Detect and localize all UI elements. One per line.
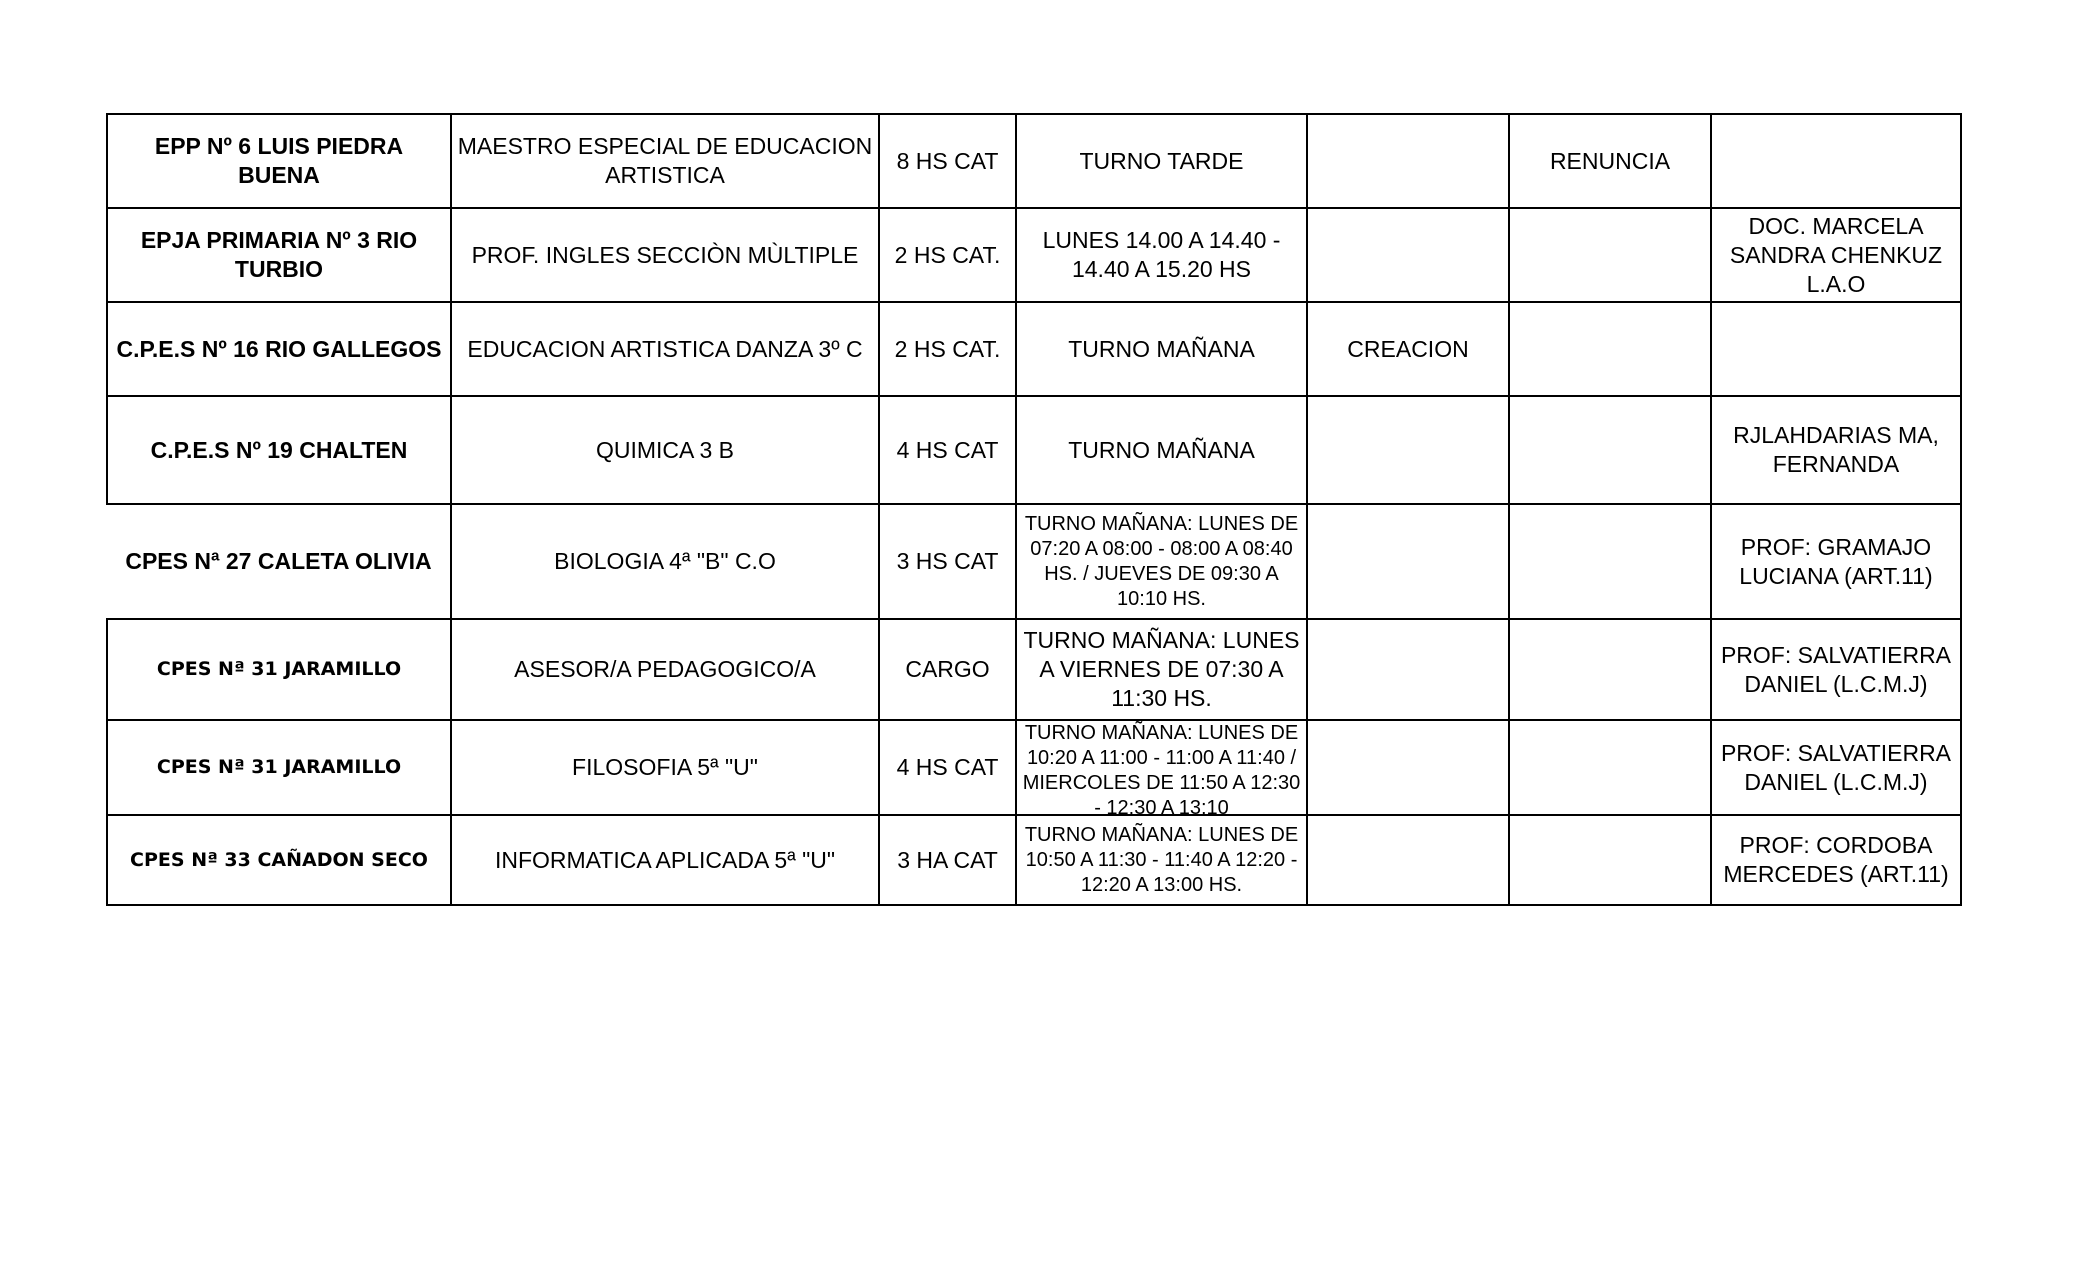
- hours-cell: 3 HS CAT: [879, 504, 1016, 619]
- reason-cell: [1307, 208, 1509, 302]
- schedule-cell: TURNO MAÑANA: LUNES A VIERNES DE 07:30 A 11:30 HS.: [1016, 619, 1307, 720]
- table-row: [107, 396, 1961, 504]
- schedule-text: TURNO MAÑANA: LUNES DE 10:20 A 11:00 - 11:00 A 11:40 / MIERCOLES DE 11:50 A 12:30 - 12:30 A 13:10: [1022, 722, 1301, 814]
- position-cell: INFORMATICA APLICADA 5ª "U": [451, 815, 879, 905]
- hours-cell: 2 HS CAT.: [879, 208, 1016, 302]
- school-cell: EPJA PRIMARIA Nº 3 RIO TURBIO: [107, 208, 451, 302]
- hours-cell: 4 HS CAT: [879, 396, 1016, 504]
- table-row: [107, 720, 1961, 815]
- status-cell: [1509, 619, 1711, 720]
- teacher-cell: [1711, 114, 1961, 208]
- status-cell: [1509, 504, 1711, 619]
- school-cell: C.P.E.S Nº 19 CHALTEN: [107, 396, 451, 504]
- position-cell: FILOSOFIA 5ª "U": [451, 720, 879, 815]
- status-cell: [1509, 720, 1711, 815]
- status-cell: RENUNCIA: [1509, 114, 1711, 208]
- hours-cell: 2 HS CAT.: [879, 302, 1016, 396]
- vacancies-table: [106, 113, 1962, 906]
- reason-cell: [1307, 619, 1509, 720]
- school-cell: CPES Nª 27 CALETA OLIVIA: [107, 504, 451, 619]
- table-row: [107, 208, 1961, 302]
- schedule-cell: TURNO MAÑANA: LUNES DE 10:50 A 11:30 - 11:40 A 12:20 - 12:20 A 13:00 HS.: [1016, 815, 1307, 905]
- position-cell: QUIMICA 3 B: [451, 396, 879, 504]
- school-cell: C.P.E.S Nº 16 RIO GALLEGOS: [107, 302, 451, 396]
- teacher-cell: PROF: SALVATIERRA DANIEL (L.C.M.J): [1711, 619, 1961, 720]
- status-cell: [1509, 208, 1711, 302]
- position-cell: ASESOR/A PEDAGOGICO/A: [451, 619, 879, 720]
- position-cell: BIOLOGIA 4ª "B" C.O: [451, 504, 879, 619]
- school-cell: CPES Nª 33 CAÑADON SECO: [107, 815, 451, 905]
- status-cell: [1509, 815, 1711, 905]
- reason-cell: [1307, 720, 1509, 815]
- teacher-cell: PROF: CORDOBA MERCEDES (ART.11): [1711, 815, 1961, 905]
- reason-cell: [1307, 396, 1509, 504]
- hours-cell: 3 HA CAT: [879, 815, 1016, 905]
- hours-cell: CARGO: [879, 619, 1016, 720]
- schedule-cell: LUNES 14.00 A 14.40 - 14.40 A 15.20 HS: [1016, 208, 1307, 302]
- reason-cell: [1307, 815, 1509, 905]
- hours-cell: 8 HS CAT: [879, 114, 1016, 208]
- school-cell: CPES Nª 31 JARAMILLO: [107, 619, 451, 720]
- reason-cell: [1307, 504, 1509, 619]
- position-cell: EDUCACION ARTISTICA DANZA 3º C: [451, 302, 879, 396]
- table-row: [107, 302, 1961, 396]
- position-cell: MAESTRO ESPECIAL DE EDUCACION ARTISTICA: [451, 114, 879, 208]
- table-row: [107, 815, 1961, 905]
- teacher-cell: RJLAHDARIAS MA, FERNANDA: [1711, 396, 1961, 504]
- teacher-cell: [1711, 302, 1961, 396]
- teacher-cell: DOC. MARCELA SANDRA CHENKUZ L.A.O: [1711, 208, 1961, 302]
- schedule-cell: TURNO MAÑANA: [1016, 302, 1307, 396]
- table-row: [107, 114, 1961, 208]
- teacher-cell: PROF: SALVATIERRA DANIEL (L.C.M.J): [1711, 720, 1961, 815]
- reason-cell: CREACION: [1307, 302, 1509, 396]
- status-cell: [1509, 396, 1711, 504]
- position-cell: PROF. INGLES SECCIÒN MÙLTIPLE: [451, 208, 879, 302]
- schedule-cell: TURNO MAÑANA: [1016, 396, 1307, 504]
- schedule-cell: [1016, 720, 1307, 815]
- table-row: [107, 504, 1961, 619]
- school-cell: EPP Nº 6 LUIS PIEDRA BUENA: [107, 114, 451, 208]
- school-cell: CPES Nª 31 JARAMILLO: [107, 720, 451, 815]
- teacher-cell: PROF: GRAMAJO LUCIANA (ART.11): [1711, 504, 1961, 619]
- table-row: [107, 619, 1961, 720]
- schedule-cell: TURNO TARDE: [1016, 114, 1307, 208]
- reason-cell: [1307, 114, 1509, 208]
- status-cell: [1509, 302, 1711, 396]
- hours-cell: 4 HS CAT: [879, 720, 1016, 815]
- schedule-cell: TURNO MAÑANA: LUNES DE 07:20 A 08:00 - 08:00 A 08:40 HS. / JUEVES DE 09:30 A 10:10 HS.: [1016, 504, 1307, 619]
